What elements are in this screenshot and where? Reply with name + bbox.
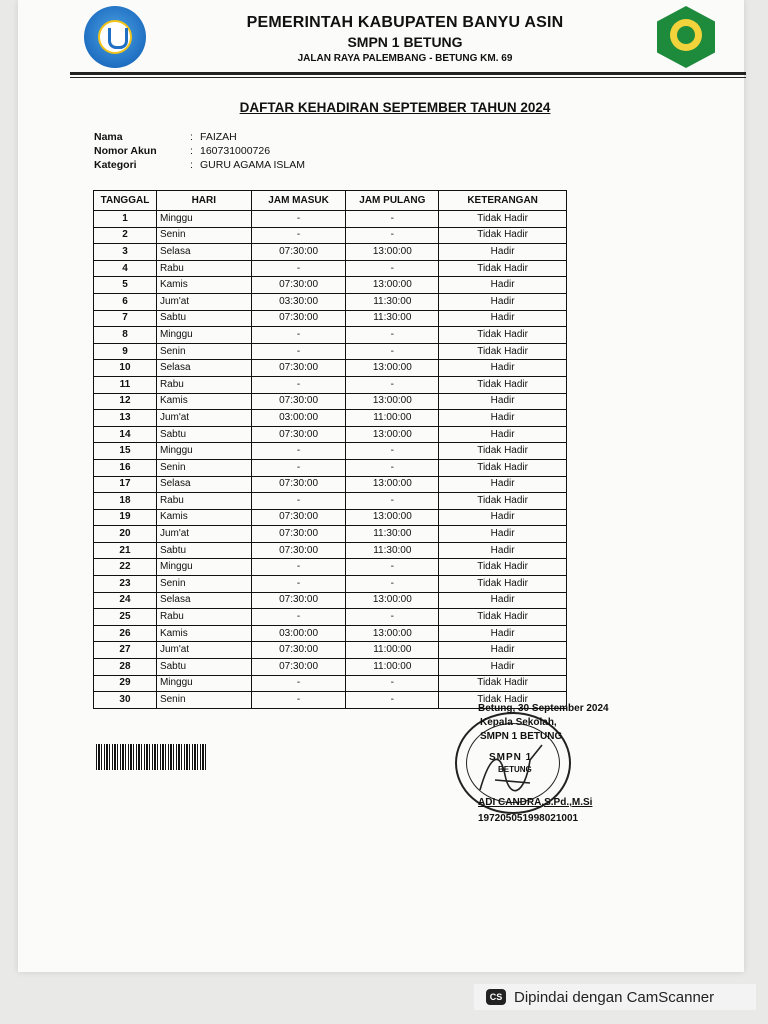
cell-keterangan: Tidak Hadir <box>439 443 567 460</box>
cell-jam-pulang: 11:30:00 <box>346 526 439 543</box>
handwritten-signature <box>470 735 550 805</box>
barcode <box>96 744 206 770</box>
cell-tanggal: 4 <box>94 260 157 277</box>
info-category-value: GURU AGAMA ISLAM <box>200 159 306 171</box>
cell-jam-masuk: 07:30:00 <box>251 642 346 659</box>
cell-tanggal: 13 <box>94 410 157 427</box>
cell-keterangan: Hadir <box>439 659 567 676</box>
cell-tanggal: 23 <box>94 576 157 593</box>
cell-hari: Kamis <box>156 509 251 526</box>
signature-role: Kepala Sekolah, <box>480 717 557 728</box>
cell-hari: Senin <box>156 692 251 709</box>
cell-tanggal: 6 <box>94 293 157 310</box>
cell-hari: Minggu <box>156 559 251 576</box>
cell-keterangan: Tidak Hadir <box>439 559 567 576</box>
header-hari: HARI <box>156 191 251 211</box>
cell-jam-pulang: - <box>346 459 439 476</box>
table-row <box>94 526 567 543</box>
signature-nip: 197205051998021001 <box>478 813 579 824</box>
cell-tanggal: 16 <box>94 459 157 476</box>
cell-jam-masuk: - <box>251 675 346 692</box>
cell-keterangan: Hadir <box>439 293 567 310</box>
table-row <box>94 410 567 427</box>
attendance-table <box>93 190 567 709</box>
header-address: JALAN RAYA PALEMBANG - BETUNG KM. 69 <box>297 53 513 64</box>
camscanner-icon: CS <box>486 989 506 1005</box>
tut-wuri-handayani-logo <box>84 6 146 68</box>
cell-keterangan: Hadir <box>439 244 567 261</box>
cell-jam-pulang: 13:00:00 <box>346 426 439 443</box>
table-row <box>94 659 567 676</box>
table-row <box>94 542 567 559</box>
cell-keterangan: Tidak Hadir <box>439 609 567 626</box>
cell-jam-masuk: - <box>251 609 346 626</box>
cell-jam-masuk: - <box>251 692 346 709</box>
info-separator: : <box>190 145 193 157</box>
cell-keterangan: Tidak Hadir <box>439 327 567 344</box>
table-row <box>94 675 567 692</box>
cell-jam-masuk: 07:30:00 <box>251 526 346 543</box>
info-account-label: Nomor Akun <box>94 145 157 157</box>
cell-hari: Jum'at <box>156 293 251 310</box>
cell-tanggal: 1 <box>94 211 157 228</box>
cell-keterangan: Tidak Hadir <box>439 343 567 360</box>
cell-hari: Minggu <box>156 327 251 344</box>
info-separator: : <box>190 131 193 143</box>
cell-keterangan: Tidak Hadir <box>439 576 567 593</box>
cell-tanggal: 27 <box>94 642 157 659</box>
cell-jam-masuk: - <box>251 559 346 576</box>
cell-jam-pulang: - <box>346 327 439 344</box>
cell-tanggal: 7 <box>94 310 157 327</box>
cell-hari: Minggu <box>156 443 251 460</box>
cell-tanggal: 14 <box>94 426 157 443</box>
cell-tanggal: 19 <box>94 509 157 526</box>
cell-jam-masuk: - <box>251 493 346 510</box>
cell-jam-pulang: 13:00:00 <box>346 393 439 410</box>
cell-jam-pulang: 11:00:00 <box>346 642 439 659</box>
signature-name: ADI CANDRA,S.Pd.,M.Si <box>478 797 593 808</box>
table-row <box>94 211 567 228</box>
cell-jam-masuk: 07:30:00 <box>251 509 346 526</box>
cell-hari: Rabu <box>156 260 251 277</box>
table-row <box>94 559 567 576</box>
table-row <box>94 642 567 659</box>
cell-tanggal: 10 <box>94 360 157 377</box>
cell-keterangan: Hadir <box>439 310 567 327</box>
cell-jam-pulang: 11:30:00 <box>346 293 439 310</box>
table-row <box>94 327 567 344</box>
cell-jam-pulang: 13:00:00 <box>346 625 439 642</box>
cell-tanggal: 2 <box>94 227 157 244</box>
cell-jam-pulang: - <box>346 376 439 393</box>
cell-jam-masuk: - <box>251 576 346 593</box>
table-row <box>94 459 567 476</box>
cell-jam-pulang: 11:30:00 <box>346 310 439 327</box>
header-divider <box>70 72 746 75</box>
header-jam-masuk: JAM MASUK <box>251 191 346 211</box>
cell-hari: Selasa <box>156 476 251 493</box>
cell-tanggal: 25 <box>94 609 157 626</box>
table-row <box>94 343 567 360</box>
cell-jam-masuk: - <box>251 459 346 476</box>
header-title: PEMERINTAH KABUPATEN BANYU ASIN <box>246 14 564 31</box>
cell-keterangan: Hadir <box>439 426 567 443</box>
table-row <box>94 260 567 277</box>
cell-tanggal: 28 <box>94 659 157 676</box>
cell-keterangan: Tidak Hadir <box>439 376 567 393</box>
cell-keterangan: Hadir <box>439 360 567 377</box>
cell-tanggal: 15 <box>94 443 157 460</box>
header-jam-pulang: JAM PULANG <box>346 191 439 211</box>
cell-hari: Minggu <box>156 211 251 228</box>
cell-jam-pulang: - <box>346 443 439 460</box>
header-tanggal: TANGGAL <box>94 191 157 211</box>
table-row <box>94 443 567 460</box>
table-row <box>94 360 567 377</box>
cell-hari: Selasa <box>156 592 251 609</box>
cell-jam-pulang: - <box>346 211 439 228</box>
table-row <box>94 576 567 593</box>
table-row <box>94 609 567 626</box>
cell-tanggal: 21 <box>94 542 157 559</box>
info-separator: : <box>190 159 193 171</box>
cell-keterangan: Hadir <box>439 592 567 609</box>
cell-keterangan: Hadir <box>439 410 567 427</box>
cell-hari: Senin <box>156 343 251 360</box>
cell-jam-masuk: - <box>251 327 346 344</box>
cell-jam-pulang: 13:00:00 <box>346 244 439 261</box>
header-divider-thin <box>70 77 746 78</box>
stamp-text-city: BETUNG <box>498 765 532 774</box>
cell-hari: Sabtu <box>156 310 251 327</box>
cell-keterangan: Hadir <box>439 393 567 410</box>
cell-keterangan: Hadir <box>439 642 567 659</box>
cell-jam-pulang: - <box>346 493 439 510</box>
cell-tanggal: 3 <box>94 244 157 261</box>
cell-jam-pulang: 11:00:00 <box>346 659 439 676</box>
stamp-text: SMPN 1 <box>489 752 533 763</box>
cell-hari: Jum'at <box>156 410 251 427</box>
info-name-value: FAIZAH <box>200 131 237 143</box>
table-row <box>94 476 567 493</box>
cell-keterangan: Tidak Hadir <box>439 493 567 510</box>
cell-jam-pulang: - <box>346 559 439 576</box>
cell-tanggal: 20 <box>94 526 157 543</box>
cell-jam-masuk: - <box>251 211 346 228</box>
cell-jam-pulang: - <box>346 260 439 277</box>
cell-hari: Rabu <box>156 376 251 393</box>
table-row <box>94 293 567 310</box>
cell-hari: Rabu <box>156 493 251 510</box>
cell-keterangan: Hadir <box>439 542 567 559</box>
cell-jam-masuk: 07:30:00 <box>251 476 346 493</box>
cell-jam-masuk: 07:30:00 <box>251 393 346 410</box>
cell-hari: Selasa <box>156 244 251 261</box>
cell-jam-masuk: 07:30:00 <box>251 426 346 443</box>
cell-tanggal: 26 <box>94 625 157 642</box>
cell-hari: Sabtu <box>156 426 251 443</box>
cell-jam-masuk: 07:30:00 <box>251 277 346 294</box>
document-title: DAFTAR KEHADIRAN SEPTEMBER TAHUN 2024 <box>239 100 551 115</box>
cell-hari: Sabtu <box>156 542 251 559</box>
cell-tanggal: 30 <box>94 692 157 709</box>
cell-hari: Senin <box>156 227 251 244</box>
cell-tanggal: 18 <box>94 493 157 510</box>
info-category-label: Kategori <box>94 159 137 171</box>
cell-hari: Jum'at <box>156 526 251 543</box>
table-row <box>94 244 567 261</box>
cell-jam-pulang: 13:00:00 <box>346 592 439 609</box>
table-row <box>94 393 567 410</box>
cell-jam-masuk: 07:30:00 <box>251 244 346 261</box>
cell-tanggal: 17 <box>94 476 157 493</box>
cell-hari: Selasa <box>156 360 251 377</box>
table-row <box>94 227 567 244</box>
info-name-label: Nama <box>94 131 123 143</box>
cell-jam-masuk: - <box>251 376 346 393</box>
cell-keterangan: Tidak Hadir <box>439 227 567 244</box>
cell-tanggal: 22 <box>94 559 157 576</box>
table-row <box>94 493 567 510</box>
cell-jam-pulang: - <box>346 227 439 244</box>
table-row <box>94 625 567 642</box>
header-school: SMPN 1 BETUNG <box>347 34 463 50</box>
cell-hari: Senin <box>156 576 251 593</box>
cell-jam-masuk: - <box>251 260 346 277</box>
cell-jam-masuk: 07:30:00 <box>251 542 346 559</box>
info-account-value: 160731000726 <box>200 145 271 157</box>
cell-tanggal: 12 <box>94 393 157 410</box>
header-keterangan: KETERANGAN <box>439 191 567 211</box>
cell-hari: Kamis <box>156 277 251 294</box>
cell-hari: Rabu <box>156 609 251 626</box>
cell-tanggal: 8 <box>94 327 157 344</box>
cell-hari: Sabtu <box>156 659 251 676</box>
table-row <box>94 310 567 327</box>
cell-jam-masuk: 03:00:00 <box>251 625 346 642</box>
cell-keterangan: Hadir <box>439 509 567 526</box>
cell-keterangan: Hadir <box>439 526 567 543</box>
cell-tanggal: 5 <box>94 277 157 294</box>
cell-tanggal: 9 <box>94 343 157 360</box>
cell-jam-pulang: 11:00:00 <box>346 410 439 427</box>
cell-tanggal: 29 <box>94 675 157 692</box>
cell-jam-pulang: 13:00:00 <box>346 360 439 377</box>
signature-place-date: Betung, 30 September 2024 <box>478 703 609 714</box>
cell-hari: Jum'at <box>156 642 251 659</box>
cell-tanggal: 11 <box>94 376 157 393</box>
table-header-row <box>94 191 567 211</box>
camscanner-text: Dipindai dengan CamScanner <box>514 988 715 1006</box>
cell-tanggal: 24 <box>94 592 157 609</box>
cell-jam-pulang: - <box>346 343 439 360</box>
cell-jam-masuk: 03:00:00 <box>251 410 346 427</box>
cell-keterangan: Tidak Hadir <box>439 260 567 277</box>
cell-keterangan: Tidak Hadir <box>439 675 567 692</box>
cell-hari: Kamis <box>156 393 251 410</box>
cell-jam-pulang: - <box>346 675 439 692</box>
cell-jam-masuk: - <box>251 443 346 460</box>
cell-keterangan: Tidak Hadir <box>439 211 567 228</box>
cell-hari: Kamis <box>156 625 251 642</box>
cell-hari: Senin <box>156 459 251 476</box>
table-row <box>94 376 567 393</box>
camscanner-badge <box>474 984 756 1010</box>
cell-keterangan: Hadir <box>439 625 567 642</box>
cell-jam-pulang: 13:00:00 <box>346 509 439 526</box>
table-row <box>94 426 567 443</box>
cell-jam-masuk: 07:30:00 <box>251 360 346 377</box>
cell-jam-pulang: - <box>346 692 439 709</box>
cell-jam-pulang: 11:30:00 <box>346 542 439 559</box>
cell-keterangan: Tidak Hadir <box>439 459 567 476</box>
cell-jam-masuk: 03:30:00 <box>251 293 346 310</box>
cell-keterangan: Tidak Hadir <box>439 692 567 709</box>
cell-jam-masuk: 07:30:00 <box>251 659 346 676</box>
cell-jam-masuk: 07:30:00 <box>251 592 346 609</box>
cell-jam-pulang: - <box>346 576 439 593</box>
cell-keterangan: Hadir <box>439 277 567 294</box>
table-row <box>94 592 567 609</box>
signature-school: SMPN 1 BETUNG <box>480 731 563 742</box>
cell-keterangan: Hadir <box>439 476 567 493</box>
cell-jam-pulang: 13:00:00 <box>346 476 439 493</box>
cell-jam-masuk: 07:30:00 <box>251 310 346 327</box>
table-row <box>94 509 567 526</box>
cell-jam-masuk: - <box>251 343 346 360</box>
cell-jam-pulang: - <box>346 609 439 626</box>
cell-jam-masuk: - <box>251 227 346 244</box>
cell-jam-pulang: 13:00:00 <box>346 277 439 294</box>
cell-hari: Minggu <box>156 675 251 692</box>
table-row <box>94 277 567 294</box>
